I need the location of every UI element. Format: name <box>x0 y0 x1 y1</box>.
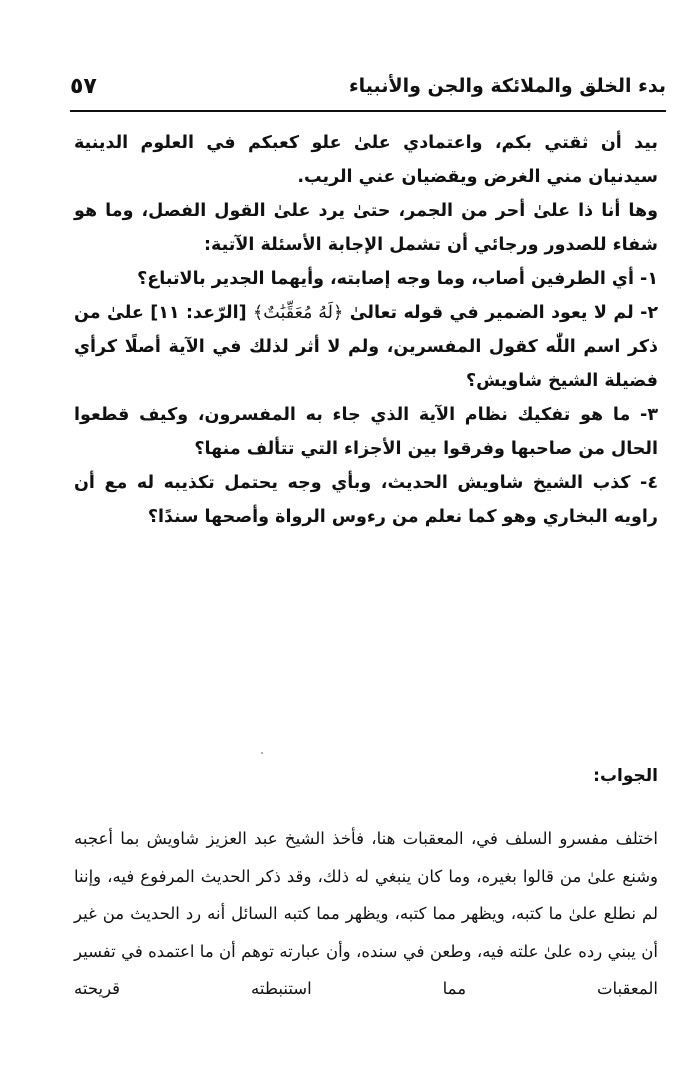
question-3: ٣- ما هو تفكيك نظام الآية الذي جاء به المفسرون، وكيف قطعوا الحال من صاحبها وفرقوا بين الأجزاء التي تتألف منها؟ <box>74 405 658 459</box>
answer-heading: الجواب: <box>593 766 658 786</box>
speck-mark <box>261 752 263 754</box>
intro-paragraph-2: وها أنا ذا علىٰ أحر من الجمر، حتىٰ يرد علىٰ القول الفصل، وما هو شفاء للصدور ورجائي أن تشمل الإجابة الأسئلة الآتية: <box>74 201 658 255</box>
answer-section <box>74 820 658 1008</box>
running-title: بدء الخلق والملائكة والجن والأنبياء <box>348 75 666 97</box>
question-2 <box>74 296 658 398</box>
question-2-lead: ٢- لم لا يعود الضمير في قوله تعالىٰ <box>349 303 659 323</box>
quran-citation: ﴿لَهُ مُعَقِّبَٰتٌ﴾ <box>253 303 344 323</box>
page-number: ٥٧ <box>70 73 97 99</box>
page-header <box>70 62 666 112</box>
answer-paragraph: اختلف مفسرو السلف في، المعقبات هنا، فأخذ الشيخ عبد العزيز شاويش بما أعجبه وشنع علىٰ من قالوا بغيره، وما كان ينبغي له ذلك، وقد ذكر الحديث المرفوع فيه، وإننا لم نطلع علىٰ ما كتبه، ويظهر مما كتبه، ويظهر مما كتبه السائل أنه رد الحديث من غير أن يبني رده علىٰ علته فيه، وطعن في سنده، وأن عبارته توهم أن ما اعتمده في تفسير المعقبات مما استنبطته قريحته <box>74 829 658 998</box>
question-4: ٤- كذب الشيخ شاويش الحديث، وبأي وجه يحتمل تكذيبه له مع أن راويه البخاري وهو كما نعلم من رءوس الرواة وأصحها سندًا؟ <box>74 473 658 527</box>
question-1: ١- أي الطرفين أصاب، وما وجه إصابته، وأيهما الجدير بالاتباع؟ <box>137 269 658 289</box>
intro-paragraph-1: بيد أن ثقتي بكم، واعتمادي علىٰ علو كعبكم في العلوم الدينية سيدنيان مني الغرض ويقضيان عني الريب. <box>74 133 658 187</box>
question-section <box>74 126 658 534</box>
question-2-rest: [الرّعد: ١١] علىٰ من ذكر اسم اللّٰه كقول المفسرين، ولم لا أثر لذلك في الآية أصلًا كرأي فضيلة الشيخ شاويش؟ <box>74 303 658 391</box>
